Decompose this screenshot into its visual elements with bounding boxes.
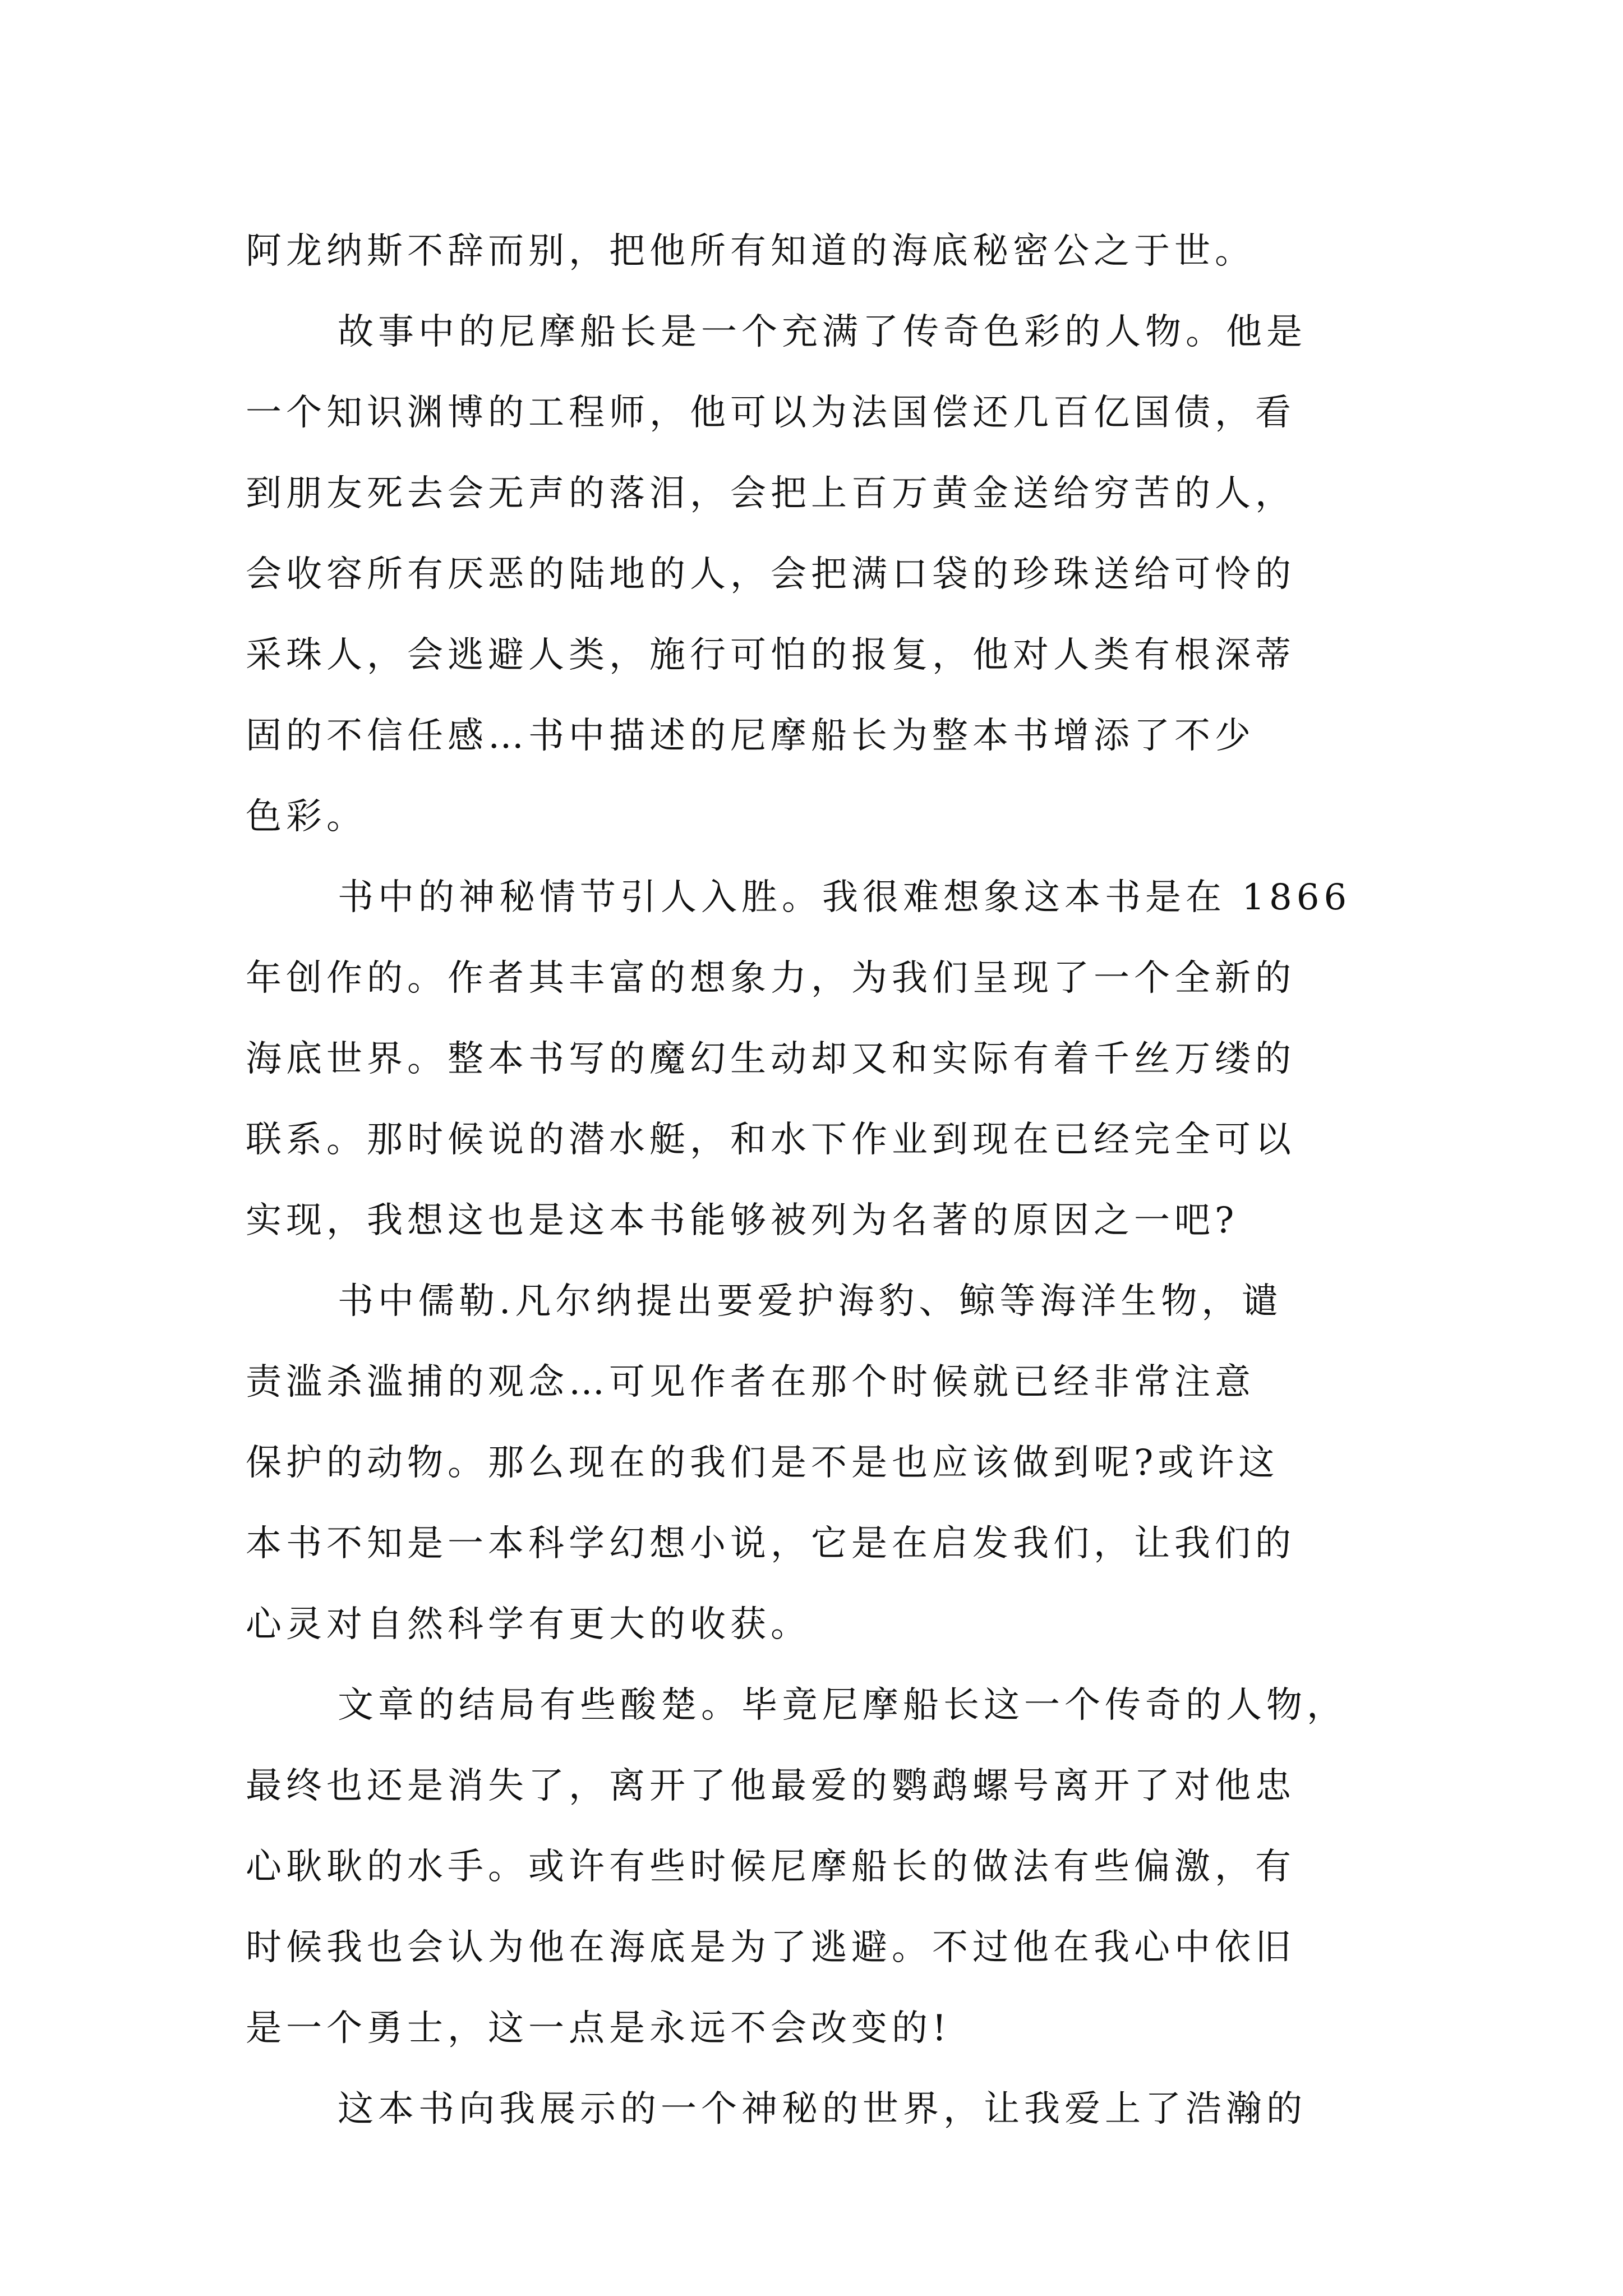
text-line: 责滥杀滥捕的观念…可见作者在那个时候就已经非常注意	[246, 1361, 1255, 1403]
text-line: 一个知识渊博的工程师，他可以为法国偿还几百亿国债，看	[246, 392, 1295, 434]
text-line: 心灵对自然科学有更大的收获。	[246, 1604, 811, 1645]
text-line: 海底世界。整本书写的魔幻生动却又和实际有着千丝万缕的	[246, 1038, 1295, 1080]
text-line: 是一个勇士，这一点是永远不会改变的!	[246, 2008, 951, 2049]
text-line: 到朋友死去会无声的落泪，会把上百万黄金送给穷苦的人，	[246, 473, 1295, 514]
paragraph-start-line: 故事中的尼摩船长是一个充满了传奇色彩的人物。他是	[338, 311, 1307, 353]
text-line: 会收容所有厌恶的陆地的人，会把满口袋的珍珠送给可怜的	[246, 554, 1295, 595]
text-line: 心耿耿的水手。或许有些时候尼摩船长的做法有些偏激，有	[246, 1846, 1295, 1888]
paragraph-start-line: 这本书向我展示的一个神秘的世界，让我爱上了浩瀚的	[338, 2088, 1307, 2130]
paragraph-start-line: 书中儒勒.凡尔纳提出要爱护海豹、鲸等海洋生物，谴	[338, 1281, 1283, 1322]
text-line: 采珠人，会逃避人类，施行可怕的报复，他对人类有根深蒂	[246, 634, 1295, 676]
text-line: 阿龙纳斯不辞而别，把他所有知道的海底秘密公之于世。	[246, 231, 1255, 272]
text-line: 色彩。	[246, 796, 367, 838]
text-line: 固的不信任感…书中描述的尼摩船长为整本书增添了不少	[246, 715, 1255, 757]
text-line: 实现，我想这也是这本书能够被列为名著的原因之一吧?	[246, 1200, 1239, 1241]
paragraph-start-line: 书中的神秘情节引人入胜。我很难想象这本书是在 1866	[338, 877, 1352, 918]
text-line: 最终也还是消失了，离开了他最爱的鹦鹉螺号离开了对他忠	[246, 1765, 1295, 1807]
text-line: 年创作的。作者其丰富的想象力，为我们呈现了一个全新的	[246, 958, 1295, 999]
text-line: 保护的动物。那么现在的我们是不是也应该做到呢?或许这	[246, 1442, 1279, 1484]
text-line: 本书不知是一本科学幻想小说，它是在启发我们，让我们的	[246, 1523, 1295, 1565]
text-line: 时候我也会认为他在海底是为了逃避。不过他在我心中依旧	[246, 1927, 1295, 1968]
paragraph-start-line: 文章的结局有些酸楚。毕竟尼摩船长这一个传奇的人物，	[338, 1685, 1347, 1726]
text-line: 联系。那时候说的潜水艇，和水下作业到现在已经完全可以	[246, 1119, 1295, 1161]
